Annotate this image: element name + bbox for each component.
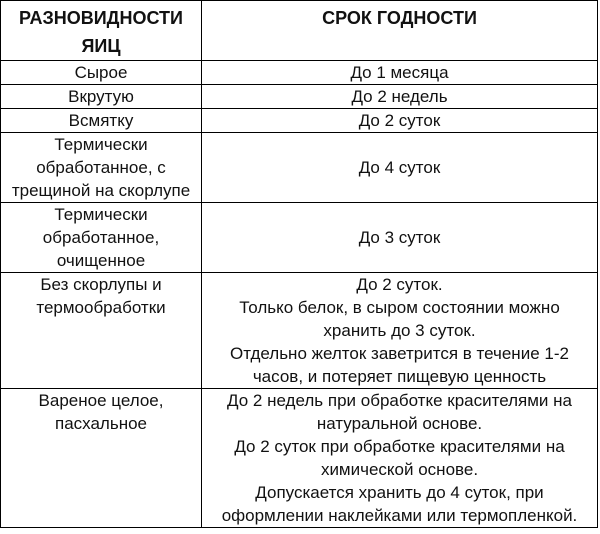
egg-type-cell	[1, 61, 202, 85]
shelf-life-cell	[202, 203, 598, 273]
egg-type-line: очищенное	[56, 251, 146, 270]
header-row	[1, 1, 598, 61]
egg-type-line: термообработки	[36, 298, 166, 317]
egg-type-cell	[1, 273, 202, 389]
shelf-life-cell	[202, 61, 598, 85]
shelf-life-line: хранить до 3 суток.	[323, 321, 476, 340]
egg-type-line: Сырое	[74, 63, 128, 82]
shelf-life-line: химической основе.	[320, 460, 479, 479]
egg-type-line: Вареное целое,	[38, 391, 164, 410]
egg-type-line: обработанное, с	[36, 158, 166, 177]
egg-type-cell	[1, 203, 202, 273]
table-row	[1, 85, 598, 109]
egg-type-line: трещиной на скорлупе	[11, 181, 191, 200]
table-row	[1, 389, 598, 528]
egg-type-cell	[1, 389, 202, 528]
shelf-life-line: оформлении наклейками или термопленкой.	[221, 506, 578, 525]
shelf-life-cell	[202, 133, 598, 203]
header-shelf-life	[202, 1, 598, 61]
shelf-life-line: часов, и потеряет пищевую ценность	[252, 367, 547, 386]
shelf-life-line: Допускается хранить до 4 суток, при	[255, 483, 544, 502]
egg-type-line: Всмятку	[68, 111, 134, 130]
header-egg-types	[1, 1, 202, 61]
egg-type-line: Вкрутую	[68, 87, 134, 106]
table-row	[1, 109, 598, 133]
egg-type-line: Без скорлупы и	[40, 275, 162, 294]
shelf-life-line: До 4 суток	[358, 158, 441, 177]
egg-type-line: Термически	[54, 205, 148, 224]
header-egg-types-line: РАЗНОВИДНОСТИ	[19, 8, 183, 28]
shelf-life-cell	[202, 273, 598, 389]
shelf-life-line: До 2 суток.	[356, 275, 443, 294]
shelf-life-line: До 2 суток	[358, 111, 441, 130]
table-row	[1, 61, 598, 85]
header-egg-types-line: ЯИЦ	[81, 36, 121, 56]
shelf-life-line: До 2 недель	[351, 87, 448, 106]
egg-type-cell	[1, 85, 202, 109]
egg-type-cell	[1, 133, 202, 203]
shelf-life-line: Только белок, в сыром состоянии можно	[239, 298, 560, 317]
shelf-life-line: До 2 суток при обработке красителями на	[234, 437, 565, 456]
shelf-life-cell	[202, 389, 598, 528]
header-shelf-life-text: СРОК ГОДНОСТИ	[322, 8, 477, 28]
shelf-life-line: До 1 месяца	[350, 63, 449, 82]
shelf-life-cell	[202, 85, 598, 109]
egg-type-line: пасхальное	[55, 414, 147, 433]
shelf-life-line: натуральной основе.	[316, 414, 483, 433]
egg-type-line: обработанное,	[42, 228, 160, 247]
egg-type-cell	[1, 109, 202, 133]
shelf-life-line: Отдельно желток заветрится в течение 1-2	[230, 344, 569, 363]
egg-type-line: Термически	[54, 135, 148, 154]
table-row	[1, 203, 598, 273]
shelf-life-line: До 2 недель при обработке красителями на	[227, 391, 572, 410]
table-row	[1, 273, 598, 389]
shelf-life-cell	[202, 109, 598, 133]
table-row	[1, 133, 598, 203]
shelf-life-line: До 3 суток	[358, 228, 441, 247]
